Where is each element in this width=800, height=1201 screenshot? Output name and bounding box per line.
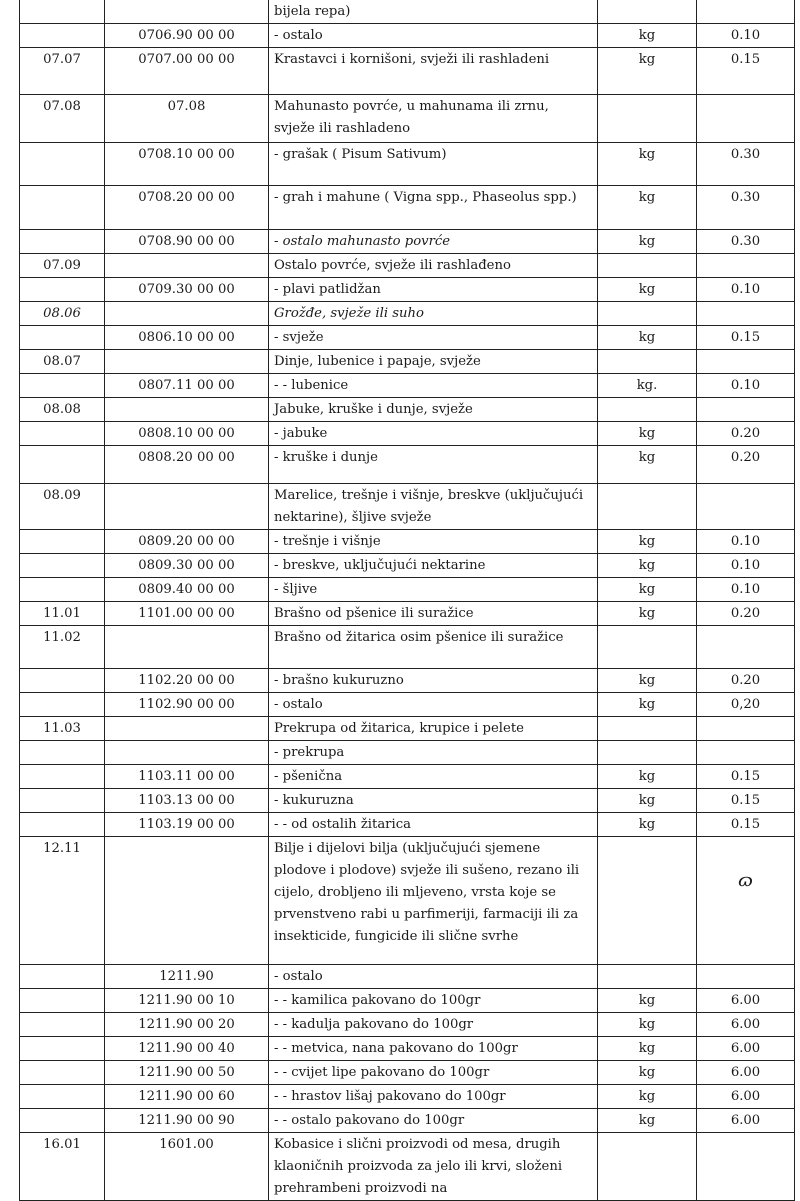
rate-cell: 0.10 (697, 374, 795, 398)
table-row (20, 530, 795, 554)
description-cell: - plavi patlidžan (269, 278, 598, 302)
rate-cell: 6.00 (697, 1037, 795, 1061)
unit-cell: kg. (598, 374, 697, 398)
tariff-heading-cell: 08.08 (20, 398, 105, 422)
tariff-heading-cell (20, 186, 105, 230)
tariff-heading-cell (20, 789, 105, 813)
description-cell: - prekrupa (269, 741, 598, 765)
tariff-heading-cell (20, 1085, 105, 1109)
tariff-code-cell (105, 484, 269, 530)
unit-cell: kg (598, 1037, 697, 1061)
description-cell: Marelice, trešnje i višnje, breskve (uključujući nektarine), šljive svježe (269, 484, 598, 530)
tariff-heading-cell: 11.03 (20, 717, 105, 741)
rate-cell (697, 837, 795, 965)
table-row (20, 350, 795, 374)
table-row (20, 578, 795, 602)
description-cell: - ostalo (269, 965, 598, 989)
rate-cell: 0.15 (697, 48, 795, 95)
table-row (20, 1013, 795, 1037)
unit-cell (598, 1133, 697, 1201)
tariff-code-cell: 1211.90 00 20 (105, 1013, 269, 1037)
tariff-code-cell: 0707.00 00 00 (105, 48, 269, 95)
description-cell: - ostalo (269, 24, 598, 48)
tariff-code-cell (105, 741, 269, 765)
unit-cell (598, 626, 697, 669)
description-cell: - - cvijet lipe pakovano do 100gr (269, 1061, 598, 1085)
handwritten-check-mark: ɷ (738, 870, 753, 891)
unit-cell: kg (598, 813, 697, 837)
description-cell: - brašno kukuruzno (269, 669, 598, 693)
unit-cell: kg (598, 989, 697, 1013)
tariff-code-cell: 0708.20 00 00 (105, 186, 269, 230)
tariff-code-cell: 0809.30 00 00 (105, 554, 269, 578)
tariff-code-cell (105, 350, 269, 374)
tariff-code-cell (105, 717, 269, 741)
tariff-heading-cell (20, 230, 105, 254)
unit-cell: kg (598, 446, 697, 484)
unit-cell: kg (598, 326, 697, 350)
unit-cell (598, 350, 697, 374)
description-cell: Brašno od žitarica osim pšenice ili suražice (269, 626, 598, 669)
table-row (20, 48, 795, 95)
tariff-heading-cell: 08.06 (20, 302, 105, 326)
unit-cell (598, 717, 697, 741)
tariff-code-cell: 0709.30 00 00 (105, 278, 269, 302)
description-cell: - breskve, uključujući nektarine (269, 554, 598, 578)
rate-cell: 0.30 (697, 143, 795, 186)
tariff-heading-cell (20, 143, 105, 186)
description-cell: Prekrupa od žitarica, krupice i pelete (269, 717, 598, 741)
table-row (20, 230, 795, 254)
tariff-code-cell: 1102.90 00 00 (105, 693, 269, 717)
rate-cell: 6.00 (697, 1085, 795, 1109)
description-cell: - ostalo mahunasto povrće (269, 230, 598, 254)
table-row (20, 422, 795, 446)
rate-cell (697, 398, 795, 422)
tariff-heading-cell: 08.07 (20, 350, 105, 374)
table-row (20, 554, 795, 578)
description-cell: - kukuruzna (269, 789, 598, 813)
tariff-code-cell: 1103.13 00 00 (105, 789, 269, 813)
tariff-table (19, 0, 795, 1201)
tariff-heading-cell: 11.02 (20, 626, 105, 669)
tariff-heading-cell (20, 765, 105, 789)
unit-cell (598, 965, 697, 989)
tariff-code-cell: 0708.90 00 00 (105, 230, 269, 254)
rate-cell: 0.10 (697, 578, 795, 602)
tariff-code-cell (105, 626, 269, 669)
tariff-code-cell: 0806.10 00 00 (105, 326, 269, 350)
tariff-heading-cell (20, 374, 105, 398)
tariff-code-cell: 1211.90 (105, 965, 269, 989)
unit-cell: kg (598, 422, 697, 446)
tariff-heading-cell: 07.08 (20, 95, 105, 143)
rate-cell: 0.30 (697, 186, 795, 230)
table-row (20, 965, 795, 989)
tariff-code-cell: 07.08 (105, 95, 269, 143)
tariff-code-cell: 1103.19 00 00 (105, 813, 269, 837)
tariff-code-cell (105, 0, 269, 24)
table-row (20, 741, 795, 765)
unit-cell: kg (598, 1085, 697, 1109)
tariff-code-cell: 0807.11 00 00 (105, 374, 269, 398)
description-cell: - - lubenice (269, 374, 598, 398)
tariff-heading-cell (20, 554, 105, 578)
description-cell: Grožđe, svježe ili suho (269, 302, 598, 326)
table-row (20, 24, 795, 48)
rate-cell: 6.00 (697, 1013, 795, 1037)
unit-cell: kg (598, 530, 697, 554)
table-row (20, 326, 795, 350)
rate-cell (697, 626, 795, 669)
unit-cell (598, 254, 697, 278)
rate-cell: 0.15 (697, 813, 795, 837)
unit-cell: kg (598, 1013, 697, 1037)
table-row (20, 278, 795, 302)
tariff-heading-cell (20, 326, 105, 350)
unit-cell (598, 95, 697, 143)
tariff-heading-cell (20, 965, 105, 989)
description-cell: - - od ostalih žitarica (269, 813, 598, 837)
tariff-code-cell: 1211.90 00 90 (105, 1109, 269, 1133)
rate-cell: 0.20 (697, 446, 795, 484)
rate-cell: 6.00 (697, 1109, 795, 1133)
tariff-code-cell: 1103.11 00 00 (105, 765, 269, 789)
tariff-code-cell: 1211.90 00 10 (105, 989, 269, 1013)
rate-cell: 0.15 (697, 789, 795, 813)
tariff-heading-cell (20, 989, 105, 1013)
tariff-code-cell (105, 837, 269, 965)
table-row (20, 302, 795, 326)
unit-cell: kg (598, 1061, 697, 1085)
description-cell: - - kadulja pakovano do 100gr (269, 1013, 598, 1037)
table-row (20, 626, 795, 669)
tariff-code-cell: 1211.90 00 50 (105, 1061, 269, 1085)
rate-cell (697, 965, 795, 989)
unit-cell: kg (598, 186, 697, 230)
tariff-code-cell: 0808.20 00 00 (105, 446, 269, 484)
rate-cell: 0.20 (697, 422, 795, 446)
tariff-code-cell (105, 398, 269, 422)
description-cell: Bilje i dijelovi bilja (uključujući sjemene plodove i plodove) svježe ili sušeno, rezano ili cijelo, drobljeno ili mljeveno, vrsta koje se prvenstveno rabi u parfimeriji, farmaciji ili za insekticide, fungicide ili slične svrhe (269, 837, 598, 965)
table-row (20, 446, 795, 484)
rate-cell (697, 254, 795, 278)
tariff-heading-cell (20, 1013, 105, 1037)
description-cell: - jabuke (269, 422, 598, 446)
rate-cell: 0.15 (697, 765, 795, 789)
tariff-heading-cell (20, 530, 105, 554)
rate-cell: 0.30 (697, 230, 795, 254)
rate-cell: 0.20 (697, 669, 795, 693)
tariff-heading-cell (20, 1037, 105, 1061)
table-row (20, 95, 795, 143)
unit-cell: kg (598, 602, 697, 626)
tariff-heading-cell (20, 669, 105, 693)
rate-cell: 0.10 (697, 530, 795, 554)
description-cell: Ostalo povrće, svježe ili rashlađeno (269, 254, 598, 278)
tariff-code-cell: 0808.10 00 00 (105, 422, 269, 446)
unit-cell (598, 484, 697, 530)
table-row (20, 143, 795, 186)
description-cell: Mahunasto povrće, u mahunama ili zrnu, svježe ili rashladeno (269, 95, 598, 143)
description-cell: - - kamilica pakovano do 100gr (269, 989, 598, 1013)
rate-cell (697, 1133, 795, 1201)
rate-cell: 0.10 (697, 278, 795, 302)
tariff-code-cell: 1211.90 00 60 (105, 1085, 269, 1109)
table-row (20, 837, 795, 965)
unit-cell (598, 837, 697, 965)
description-cell: - kruške i dunje (269, 446, 598, 484)
unit-cell (598, 398, 697, 422)
unit-cell: kg (598, 669, 697, 693)
table-row (20, 789, 795, 813)
description-cell: - pšenična (269, 765, 598, 789)
table-row (20, 989, 795, 1013)
tariff-heading-cell: 11.01 (20, 602, 105, 626)
table-row (20, 1037, 795, 1061)
description-cell: - šljive (269, 578, 598, 602)
tariff-heading-cell (20, 813, 105, 837)
tariff-code-cell: 0708.10 00 00 (105, 143, 269, 186)
tariff-code-cell: 1601.00 (105, 1133, 269, 1201)
description-cell: - trešnje i višnje (269, 530, 598, 554)
table-row (20, 813, 795, 837)
description-cell: - svježe (269, 326, 598, 350)
unit-cell: kg (598, 765, 697, 789)
table-row (20, 693, 795, 717)
tariff-code-cell: 0706.90 00 00 (105, 24, 269, 48)
unit-cell (598, 0, 697, 24)
tariff-heading-cell (20, 0, 105, 24)
unit-cell: kg (598, 578, 697, 602)
tariff-heading-cell (20, 24, 105, 48)
tariff-code-cell: 1102.20 00 00 (105, 669, 269, 693)
tariff-heading-cell (20, 1109, 105, 1133)
rate-cell: 0.15 (697, 326, 795, 350)
tariff-heading-cell: 16.01 (20, 1133, 105, 1201)
tariff-code-cell: 1211.90 00 40 (105, 1037, 269, 1061)
table-row (20, 484, 795, 530)
unit-cell: kg (598, 693, 697, 717)
description-cell: Brašno od pšenice ili suražice (269, 602, 598, 626)
table-row (20, 186, 795, 230)
table-row (20, 398, 795, 422)
rate-cell: 0.10 (697, 554, 795, 578)
description-cell: - ostalo (269, 693, 598, 717)
unit-cell: kg (598, 48, 697, 95)
tariff-heading-cell (20, 446, 105, 484)
table-row (20, 669, 795, 693)
table-row (20, 1085, 795, 1109)
description-cell: - grašak ( Pisum Sativum) (269, 143, 598, 186)
unit-cell: kg (598, 554, 697, 578)
rate-cell: 6.00 (697, 1061, 795, 1085)
tariff-heading-cell (20, 741, 105, 765)
tariff-table-body (20, 0, 795, 1201)
table-row (20, 602, 795, 626)
description-cell: - grah i mahune ( Vigna spp., Phaseolus spp.) (269, 186, 598, 230)
tariff-code-cell: 0809.20 00 00 (105, 530, 269, 554)
unit-cell: kg (598, 24, 697, 48)
description-cell: bijela repa) (269, 0, 598, 24)
table-row (20, 1109, 795, 1133)
rate-cell: 6.00 (697, 989, 795, 1013)
tariff-code-cell: 0809.40 00 00 (105, 578, 269, 602)
unit-cell (598, 302, 697, 326)
unit-cell (598, 741, 697, 765)
description-cell: Krastavci i kornišoni, svježi ili rashladeni (269, 48, 598, 95)
table-row (20, 765, 795, 789)
description-cell: Jabuke, kruške i dunje, svježe (269, 398, 598, 422)
rate-cell: 0,20 (697, 693, 795, 717)
tariff-code-cell: 1101.00 00 00 (105, 602, 269, 626)
table-row (20, 717, 795, 741)
tariff-heading-cell (20, 278, 105, 302)
table-row (20, 374, 795, 398)
rate-cell (697, 95, 795, 143)
rate-cell (697, 484, 795, 530)
tariff-code-cell (105, 302, 269, 326)
description-cell: - - metvica, nana pakovano do 100gr (269, 1037, 598, 1061)
table-row (20, 254, 795, 278)
rate-cell (697, 717, 795, 741)
description-cell: Kobasice i slični proizvodi od mesa, drugih klaoničnih proizvoda za jelo ili krvi, složeni prehrambeni proizvodi na (269, 1133, 598, 1201)
description-cell: - - hrastov lišaj pakovano do 100gr (269, 1085, 598, 1109)
tariff-heading-cell: 12.11 (20, 837, 105, 965)
rate-cell (697, 0, 795, 24)
rate-cell: 0.20 (697, 602, 795, 626)
description-cell: Dinje, lubenice i papaje, svježe (269, 350, 598, 374)
description-cell: - - ostalo pakovano do 100gr (269, 1109, 598, 1133)
unit-cell: kg (598, 230, 697, 254)
table-row (20, 1133, 795, 1201)
tariff-page (19, 0, 794, 1201)
table-row (20, 1061, 795, 1085)
unit-cell: kg (598, 143, 697, 186)
tariff-heading-cell: 07.07 (20, 48, 105, 95)
tariff-heading-cell (20, 578, 105, 602)
rate-cell (697, 741, 795, 765)
tariff-heading-cell: 08.09 (20, 484, 105, 530)
table-row (20, 0, 795, 24)
tariff-heading-cell (20, 422, 105, 446)
rate-cell (697, 302, 795, 326)
tariff-heading-cell (20, 693, 105, 717)
tariff-heading-cell: 07.09 (20, 254, 105, 278)
unit-cell: kg (598, 789, 697, 813)
tariff-code-cell (105, 254, 269, 278)
rate-cell (697, 350, 795, 374)
unit-cell: kg (598, 278, 697, 302)
tariff-heading-cell (20, 1061, 105, 1085)
unit-cell: kg (598, 1109, 697, 1133)
rate-cell: 0.10 (697, 24, 795, 48)
